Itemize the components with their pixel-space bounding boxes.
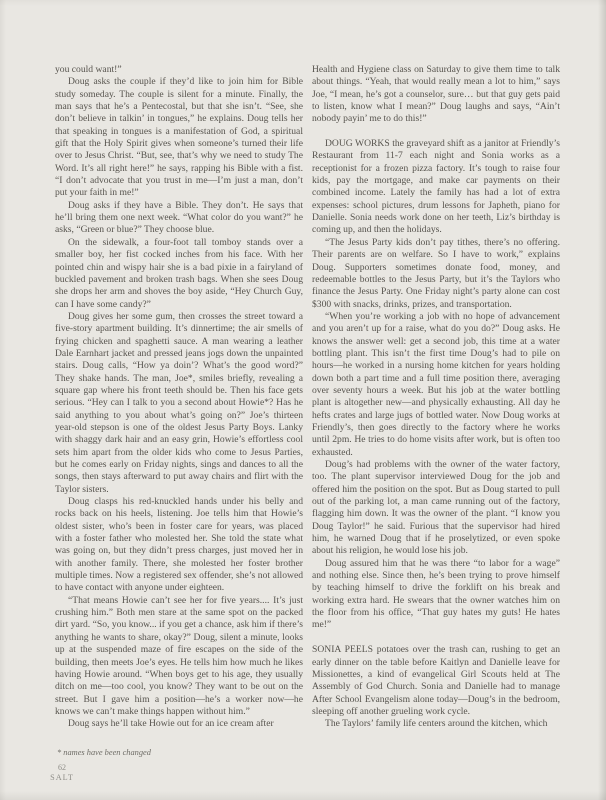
paragraph: “When you’re working a job with no hope of advancement and you aren’t up for a raise, what do you do?” Doug asks. He knows the answer well: get a second job, this time at a water bottling plant. This isn’t the first time Doug’s had to pile on hours—he worked in a nursing home kitchen for years holding down both a part time and a full time position there, averaging over seventy hours a week. But his job at the water bottling plant is altogether new—and physically exhausting. All day he hefts crates and large jugs of bottled water. Now Doug works at Friendly’s, then goes directly to the factory where he works until 2pm. He tries to do home visits after work, but is often too exhausted. bbox=[312, 310, 560, 458]
right-column bbox=[312, 64, 560, 731]
paragraph: Doug asks the couple if they’d like to join him for Bible study someday. The couple is silent for a minute. Finally, the man says that he’s a Pentecostal, but that she isn’t. “See, she don’t believe in talkin’ in tongues,” he explains. Doug tells her that speaking in tongues is a manifestation of God, a spiritual gift that the Holy Spirit gives when someone’s turned their life over to Jesus Christ. “But, see, that’s why we need to study The Word. It’s all right here!” he says, rapping his Bible with a fist. “I don’t advocate that you trust in me—I’m just a man, don’t put your faith in me!” bbox=[55, 76, 303, 199]
left-column bbox=[55, 64, 303, 731]
paragraph: Doug asks if they have a Bible. They don’t. He says that he’ll bring them one next week. “What color do you want?” he asks, “Green or blue?” They choose blue. bbox=[55, 199, 303, 236]
text-columns bbox=[55, 64, 560, 731]
paragraph: “That means Howie can’t see her for five years.... It’s just crushing him.” Both men stare at the same spot on the packed dirt yard. “So, you know... if you get a chance, ask him if there’s anything he wants to share, okay?” Doug, silent a minute, looks up at the suspended maze of fire escapes on the side of the building, then meets Joe’s eyes. He tells him how much he likes having Howie around. “When boys get to his age, they usually ditch on me—too cool, you know? They want to be out on the street. But I gave him a position—he’s a worker now—he knows we can’t make things happen without him.” bbox=[55, 594, 303, 717]
paragraph: Doug assured him that he was there “to labor for a wage” and nothing else. Since then, he’s been trying to prove himself by teaching himself to drive the forklift on his break and working extra hard. He swears that the owner watches him on the floor from his office, “That guy hates my guts! He hates me!” bbox=[312, 557, 560, 631]
paragraph: Doug clasps his red-knuckled hands under his belly and rocks back on his heels, listening. Joe tells him that Howie’s oldest sister, who’s been in foster care for years, was placed with a foster father who molested her. She told the state what was going on, but they didn’t press charges, just moved her in with another family. There, she molested her foster brother multiple times. Now a registered sex offender, she’s not allowed to have contact with anyone under eighteen. bbox=[55, 496, 303, 594]
paragraph: The Taylors’ family life centers around the kitchen, which bbox=[325, 718, 548, 730]
paragraph: “The Jesus Party kids don’t pay tithes, there’s no offering. Their parents are on welfare. So I have to work,” explains Doug. Supporters sometimes donate food, money, and redeemable bottles to the Jesus Party, but it’s the Taylors who finance the Jesus Party. One Friday night’s party alone can cost $300 with snacks, drinks, prizes, and transportation. bbox=[312, 236, 560, 310]
paragraph: On the sidewalk, a four-foot tall tomboy stands over a smaller boy, her fist cocked inches from his face. With her pointed chin and wispy hair she is a bad pixie in a fairyland of buckled pavement and broken trash bags. When she sees Doug she drops her arm and shoves the boy aside, “Hey Church Guy, can I have some candy?” bbox=[55, 236, 303, 310]
paragraph: you could want!” bbox=[55, 64, 122, 75]
paragraph-section-sonia-peels: SONIA PEELS potatoes over the trash can, rushing to get an early dinner on the table before Kaitlyn and Danielle leave for Missionettes, a kind of evangelical Girl Scouts held at The Assembly of God Church. Sonia and Danielle had to manage After School Evangelism alone today—Doug’s in the bedroom, sleeping off another grueling work cycle. bbox=[312, 644, 560, 717]
book-title: SALT bbox=[50, 773, 74, 782]
page-number: 62 bbox=[58, 763, 66, 772]
paragraph: Doug’s had problems with the owner of the water factory, too. The plant supervisor interviewed Doug for the job and offered him the position on the spot. But as Doug started to pull out of the parking lot, a man came running out of the factory, flagging him down. It was the owner of the plant. “I know you Doug Taylor!” he said. Furious that the supervisor had hired him, he warned Doug that if he proselytized, or even spoke about his religion, he would lose his job. bbox=[312, 459, 560, 557]
page-footer bbox=[41, 763, 83, 783]
paragraph-section-doug-works: DOUG WORKS the graveyard shift as a janitor at Friendly’s Restaurant from 11-7 each night and Sonia works as a receptionist for a frozen pizza factory. It’s tough to raise four kids, pay the mortgage, and make car payments on their combined income. Lately the family has had a lot of extra expenses: school pictures, drum lessons for Japheth, piano for Danielle. Sonia needs work done on her teeth, Liz’s birthday is coming up, and then the holidays. bbox=[312, 138, 560, 236]
paragraph: Doug says he’ll take Howie out for an ice cream after bbox=[68, 718, 274, 730]
paragraph: Health and Hygiene class on Saturday to give them time to talk about things. “Yeah, that would really mean a lot to him,” says Joe, “I mean, he’s got a counselor, sure… but that guy gets paid to listen, know what I mean?” Doug laughs and says, “Ain’t nobody payin’ me to do this!” bbox=[312, 64, 560, 125]
paragraph: Doug gives her some gum, then crosses the street toward a five-story apartment building. It’s dinnertime; the air smells of frying chicken and spaghetti sauce. A man wearing a leather Dale Earnhart jacket and pressed jeans jogs down the unpainted stairs. Doug calls, “How ya doin’? What’s the good word?” They shake hands. The man, Joe*, smiles briefly, revealing a square gap where his front teeth should be. Then his face gets serious. “Hey can I talk to you a second about Howie*? Has he said anything to you about what’s going on?” Joe’s thirteen year-old stepson is one of the oldest Jesus Party Boys. Lanky with shaggy dark hair and an easy grin, Howie’s effortless cool sets him apart from the older kids who come to Jesus Parties, but he comes early on Friday nights, sings and dances to all the songs, then stays afterward to put away chairs and flirt with the Taylor sisters. bbox=[55, 310, 303, 495]
footnote: * names have been changed bbox=[57, 748, 151, 757]
